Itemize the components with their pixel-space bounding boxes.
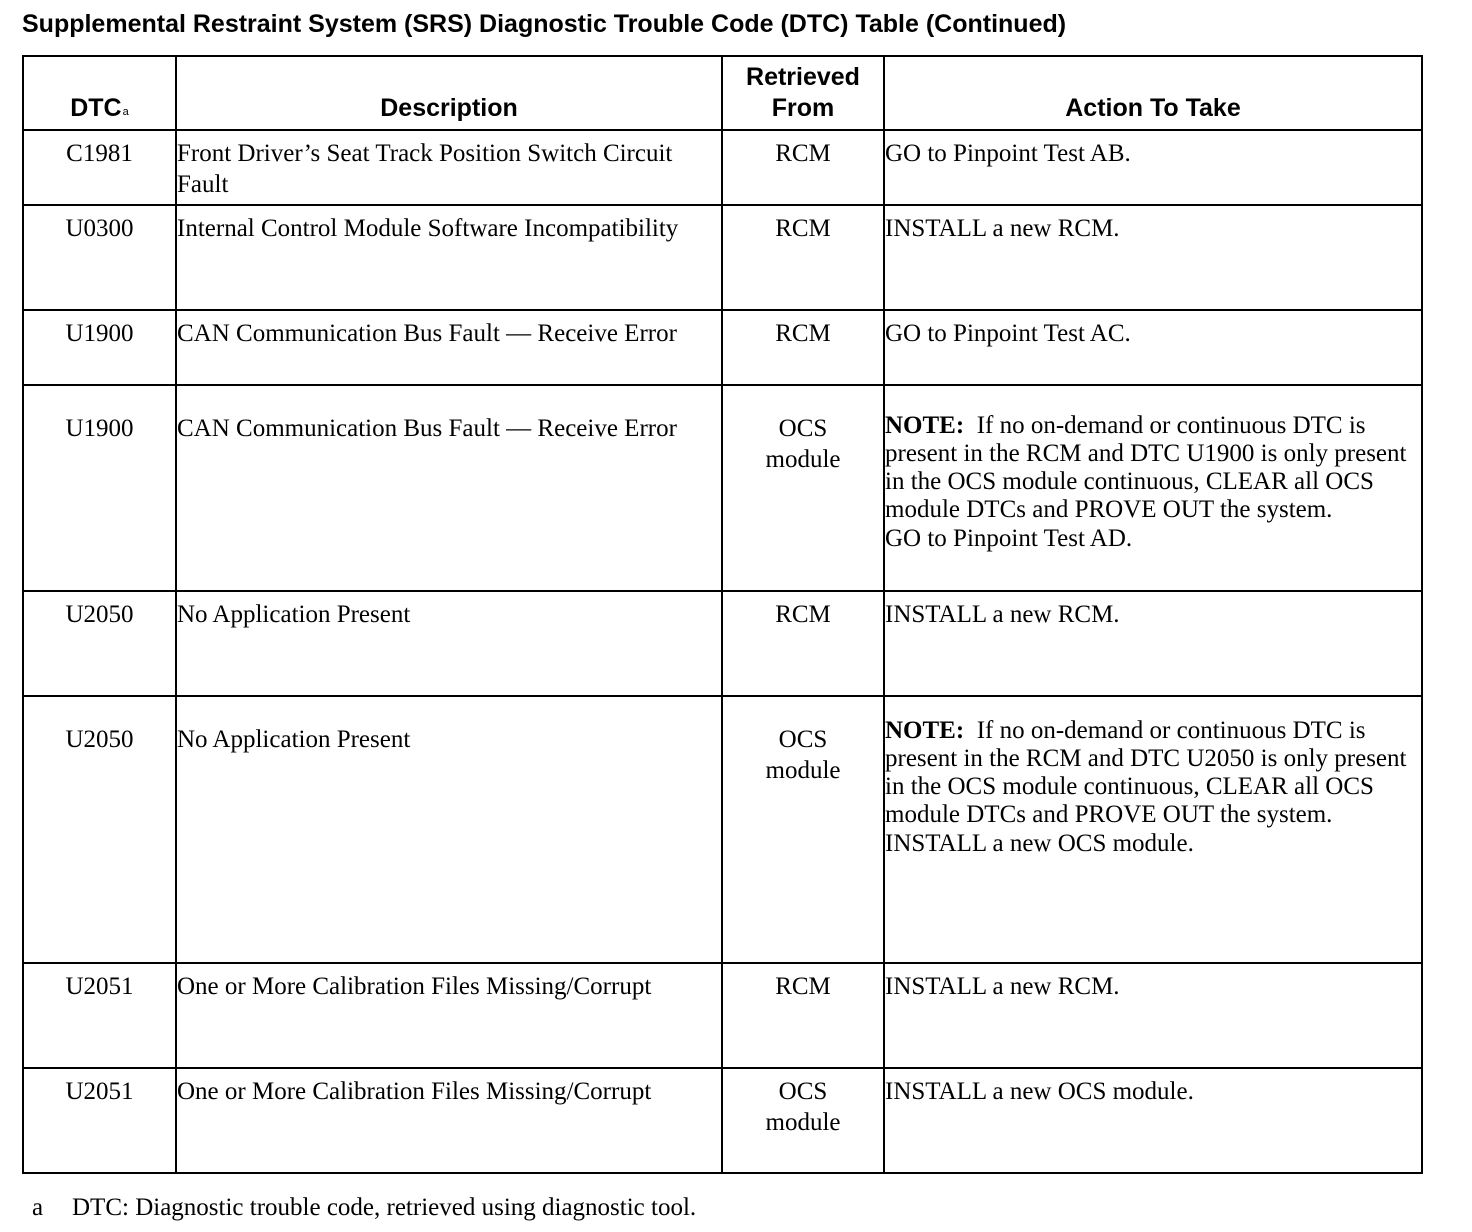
dtc-table	[22, 55, 1423, 1174]
cell-dtc: U1900	[23, 385, 176, 591]
note-label: NOTE:	[885, 412, 965, 439]
retrieved-line1: OCS	[778, 415, 828, 442]
header-dtc-label: DTC	[70, 94, 122, 122]
action-text: GO to Pinpoint Test AD.	[885, 525, 1133, 552]
cell-description: Front Driver’s Seat Track Position Switch Circuit Fault	[176, 130, 722, 205]
note-block	[885, 412, 1421, 524]
header-dtc-footnote-marker: a	[122, 106, 129, 118]
header-dtc	[23, 56, 176, 130]
cell-dtc: C1981	[23, 130, 176, 205]
cell-description: No Application Present	[176, 696, 722, 963]
table-row	[23, 963, 1422, 1068]
cell-dtc: U2050	[23, 696, 176, 963]
retrieved-line2: module	[765, 756, 841, 784]
header-retrieved-from	[722, 56, 884, 130]
note-text: If no on-demand or continuous DTC is present in the RCM and DTC U1900 is only present in the OCS module continuous, CLEAR all OCS module DTCs and PROVE OUT the system.	[885, 412, 1407, 523]
cell-description: Internal Control Module Software Incompatibility	[176, 205, 722, 310]
cell-dtc: U0300	[23, 205, 176, 310]
table-row	[23, 310, 1422, 385]
table-row	[23, 385, 1422, 591]
header-retrieved-line2: From	[771, 94, 835, 122]
retrieved-line1: OCS	[778, 726, 828, 753]
cell-description: CAN Communication Bus Fault — Receive Error	[176, 385, 722, 591]
retrieved-line2: module	[765, 1108, 841, 1136]
cell-retrieved-from	[722, 696, 884, 963]
cell-description: One or More Calibration Files Missing/Corrupt	[176, 963, 722, 1068]
cell-retrieved-from	[722, 385, 884, 591]
cell-action: GO to Pinpoint Test AB.	[884, 130, 1422, 205]
cell-description: One or More Calibration Files Missing/Corrupt	[176, 1068, 722, 1173]
cell-dtc: U2051	[23, 1068, 176, 1173]
cell-action: INSTALL a new RCM.	[884, 591, 1422, 696]
footnote-marker: a	[32, 1194, 44, 1221]
table-row	[23, 205, 1422, 310]
cell-retrieved-from: RCM	[722, 205, 884, 310]
note-label: NOTE:	[885, 717, 965, 744]
table-title: Supplemental Restraint System (SRS) Diagnostic Trouble Code (DTC) Table (Continued)	[22, 10, 1067, 38]
cell-dtc: U1900	[23, 310, 176, 385]
retrieved-line2: module	[765, 445, 841, 473]
action-text: INSTALL a new OCS module.	[885, 830, 1194, 857]
cell-action: GO to Pinpoint Test AC.	[884, 310, 1422, 385]
cell-action: INSTALL a new RCM.	[884, 205, 1422, 310]
cell-action: INSTALL a new OCS module.	[884, 1068, 1422, 1173]
cell-dtc: U2050	[23, 591, 176, 696]
cell-retrieved-from	[722, 1068, 884, 1173]
footnote-text: DTC: Diagnostic trouble code, retrieved using diagnostic tool.	[72, 1194, 697, 1221]
footnote	[32, 1192, 696, 1224]
cell-description: CAN Communication Bus Fault — Receive Error	[176, 310, 722, 385]
header-description: Description	[176, 56, 722, 130]
table-row	[23, 696, 1422, 963]
cell-action	[884, 385, 1422, 591]
header-row	[23, 56, 1422, 130]
cell-retrieved-from: RCM	[722, 591, 884, 696]
cell-retrieved-from: RCM	[722, 130, 884, 205]
cell-action: INSTALL a new RCM.	[884, 963, 1422, 1068]
header-retrieved-line1: Retrieved	[746, 63, 860, 91]
cell-retrieved-from: RCM	[722, 963, 884, 1068]
cell-retrieved-from: RCM	[722, 310, 884, 385]
table-row	[23, 130, 1422, 205]
retrieved-line1: OCS	[778, 1078, 828, 1105]
cell-description: No Application Present	[176, 591, 722, 696]
note-text: If no on-demand or continuous DTC is present in the RCM and DTC U2050 is only present in the OCS module continuous, CLEAR all OCS module DTCs and PROVE OUT the system.	[885, 717, 1407, 828]
note-block	[885, 717, 1421, 829]
table-row	[23, 1068, 1422, 1173]
cell-action	[884, 696, 1422, 963]
header-action: Action To Take	[884, 56, 1422, 130]
table-row	[23, 591, 1422, 696]
cell-dtc: U2051	[23, 963, 176, 1068]
